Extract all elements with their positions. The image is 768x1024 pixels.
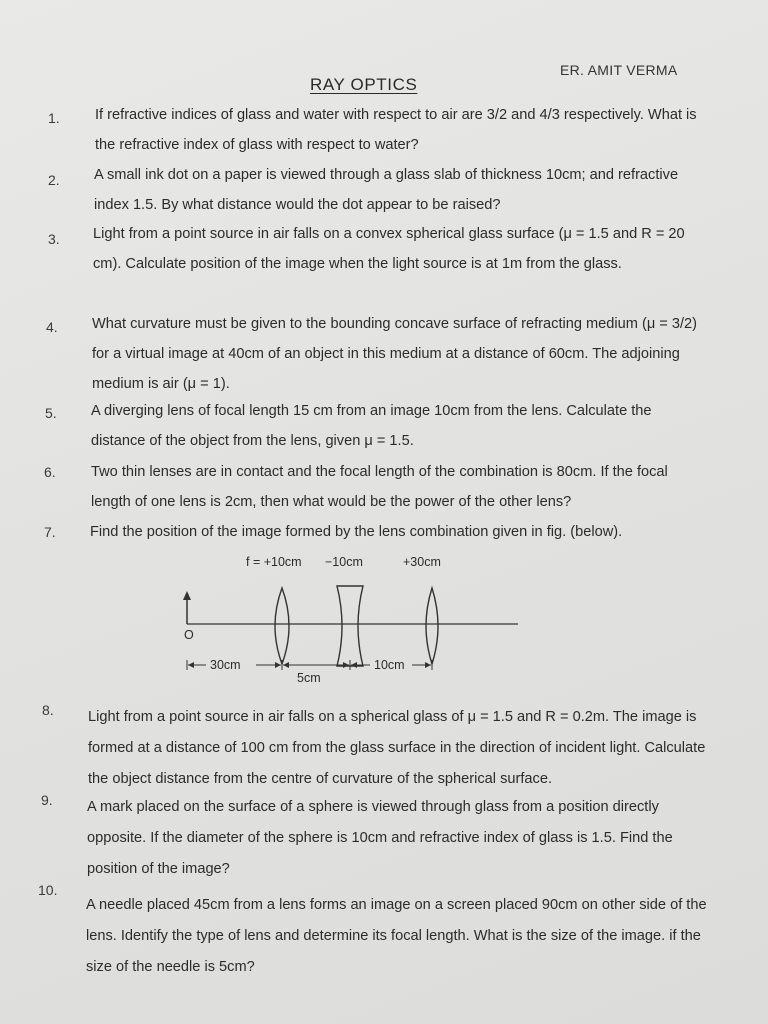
distance-label-3: 10cm xyxy=(374,658,405,672)
question-text: Light from a point source in air falls on a spherical glass of μ = 1.5 and R = 0.2m. The image is formed at a distance of 100 cm from the glass surface in the direction of incident light. Calculate the object distance from the centre of curvature of the spherical surface. xyxy=(88,709,706,787)
page-title: RAY OPTICS xyxy=(310,75,418,94)
question-text: A small ink dot on a paper is viewed through a glass slab of thickness 10cm; and refractive index 1.5. By what distance would the dot appear to be raised? xyxy=(94,167,679,213)
focal-length-2-label: −10cm xyxy=(325,555,363,569)
question-number: 6. xyxy=(44,464,56,480)
question-text: A mark placed on the surface of a sphere is viewed through glass from a position directly opposite. If the diameter of the sphere is 10cm and refractive index of glass is 1.5. Find the position of the image? xyxy=(87,799,673,877)
convex-lens-1 xyxy=(275,588,289,664)
question-text: Two thin lenses are in contact and the focal length of the combination is 80cm. If the focal length of one lens is 2cm, then what would be the power of the other lens? xyxy=(91,464,668,510)
focal-length-3-label: +30cm xyxy=(403,555,441,569)
question-text: What curvature must be given to the bounding concave surface of refracting medium (μ = 3/2) for a virtual image at 40cm of an object in this medium at a distance of 60cm. The adjoining medium is air (μ = 1). xyxy=(92,316,698,392)
question-number: 9. xyxy=(41,792,53,808)
question-number: 10. xyxy=(38,882,58,898)
author-name: ER. AMIT VERMA xyxy=(560,62,678,78)
dimension-arrow xyxy=(351,662,357,668)
dimension-arrow xyxy=(343,662,349,668)
question-number: 5. xyxy=(45,405,57,421)
question-number: 8. xyxy=(42,702,54,718)
question-number: 7. xyxy=(44,524,56,540)
question-text: A diverging lens of focal length 15 cm from an image 10cm from the lens. Calculate the distance of the object from the lens, given μ = 1.5. xyxy=(91,403,652,449)
lens-diagram xyxy=(170,548,530,693)
question-text: A needle placed 45cm from a lens forms an image on a screen placed 90cm on other side of the lens. Identify the type of lens and determine its focal length. What is the size of the image. if the size of the needle is 5cm? xyxy=(86,897,707,975)
question-text: If refractive indices of glass and water with respect to air are 3/2 and 4/3 respectively. What is the refractive index of glass with respect to water? xyxy=(95,107,697,153)
convex-lens-2 xyxy=(426,588,438,664)
focal-length-1-label: f = +10cm xyxy=(246,555,302,569)
question-text: Find the position of the image formed by the lens combination given in fig. (below). xyxy=(90,524,623,540)
dimension-arrow xyxy=(275,662,281,668)
distance-label-1: 30cm xyxy=(210,658,241,672)
question-number: 4. xyxy=(46,319,58,335)
distance-label-2: 5cm xyxy=(297,671,321,685)
question-number: 3. xyxy=(48,231,60,247)
question-number: 2. xyxy=(48,172,60,188)
dimension-arrow xyxy=(283,662,289,668)
dimension-arrow xyxy=(188,662,194,668)
object-arrow-head xyxy=(183,591,191,600)
object-label: O xyxy=(184,628,194,642)
question-number: 1. xyxy=(48,110,60,126)
concave-lens xyxy=(337,586,363,666)
dimension-arrow xyxy=(425,662,431,668)
question-text: Light from a point source in air falls on a convex spherical glass surface (μ = 1.5 and R = 20 cm). Calculate position of the image when the light source is at 1m from the glass. xyxy=(93,226,685,272)
